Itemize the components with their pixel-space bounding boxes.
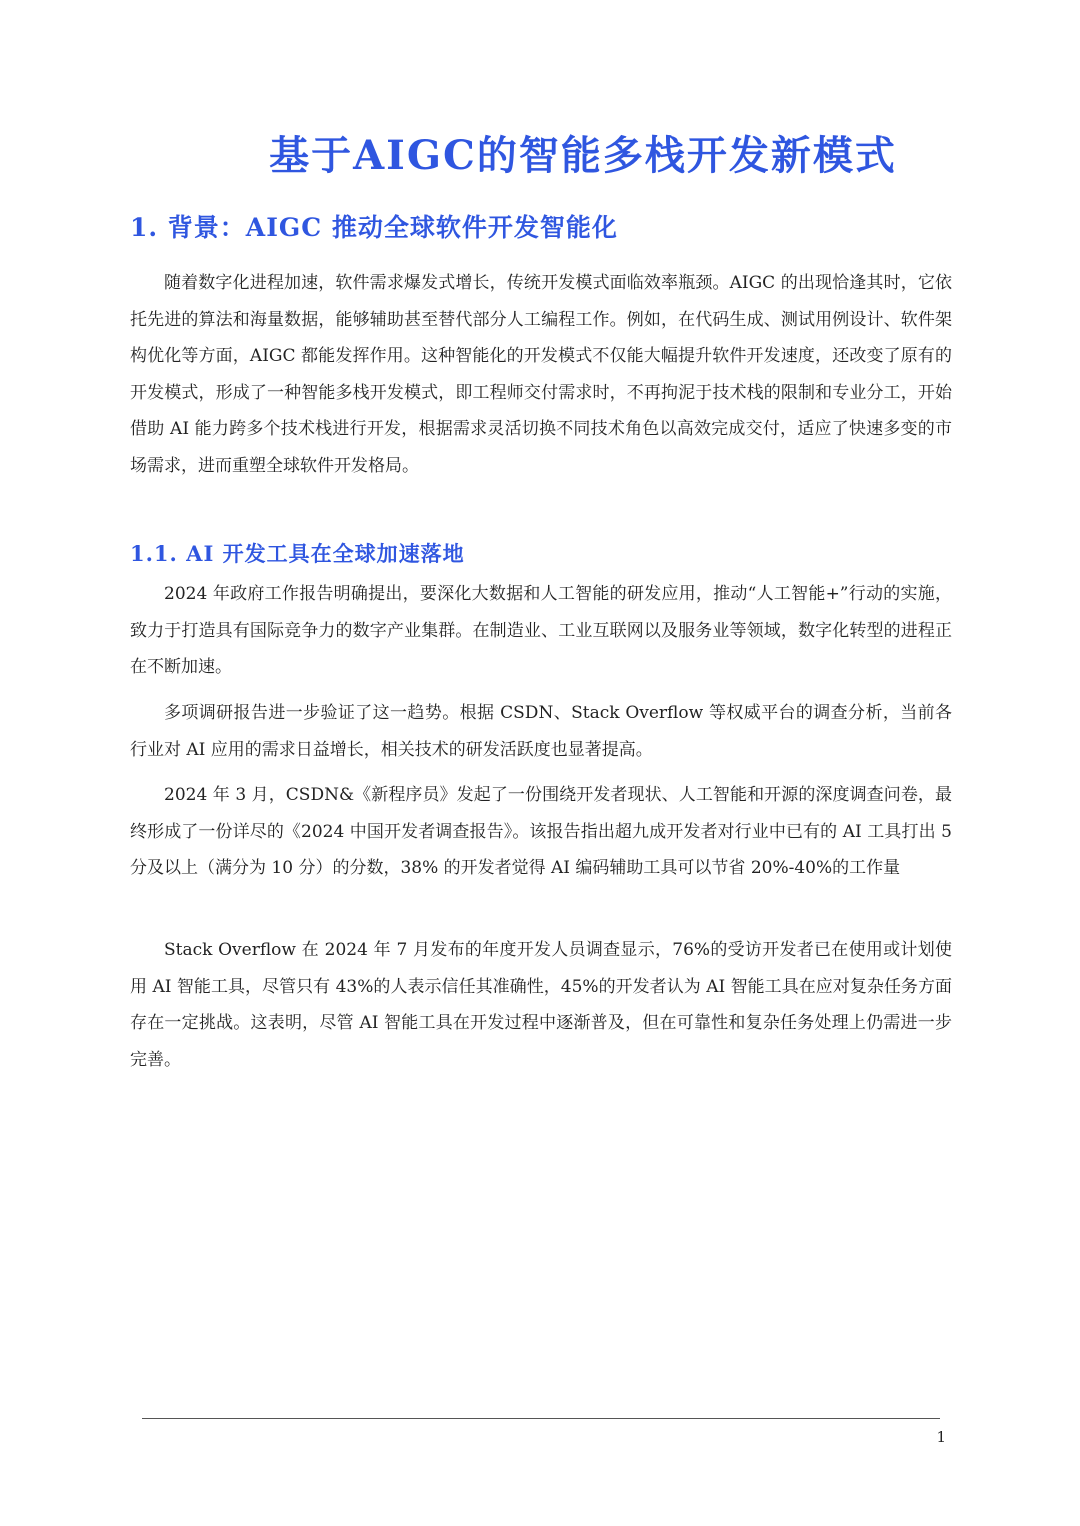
body-paragraph: Stack Overflow 在 2024 年 7 月发布的年度开发人员调查显示，76%的受访开发者已在使用或计划使用 AI 智能工具，尽管只有 43%的人表示信任其准确性，45%的开发者认为 AI 智能工具在应对复杂任务方面存在一定挑战。这表明，尽管 AI 智能工具在开发过程中逐渐普及，但在可靠性和复杂任务处理上仍需进一步完善。: [130, 940, 952, 1070]
body-paragraph: 2024 年政府工作报告明确提出，要深化大数据和人工智能的研发应用，推动“人工智能+”行动的实施，致力于打造具有国际竞争力的数字产业集群。在制造业、工业互联网以及服务业等领域，数字化转型的进程正在不断加速。: [130, 584, 952, 677]
body-paragraph: 多项调研报告进一步验证了这一趋势。根据 CSDN、Stack Overflow 等权威平台的调查分析，当前各行业对 AI 应用的需求日益增长，相关技术的研发活跃度也显著提高。: [130, 703, 952, 760]
section-heading-background: 1. 背景：AIGC 推动全球软件开发智能化: [130, 213, 618, 242]
body-paragraph: 2024 年 3 月，CSDN&《新程序员》发起了一份围绕开发者现状、人工智能和开源的深度调查问卷，最终形成了一份详尽的《2024 中国开发者调查报告》。该报告指出超九成开发者对行业中已有的 AI 工具打出 5 分及以上（满分为 10 分）的分数，38% 的开发者觉得 AI 编码辅助工具可以节省 20%-40%的工作量: [130, 785, 952, 878]
document-title: 基于AIGC的智能多栈开发新模式: [269, 132, 897, 179]
body-paragraph: 随着数字化进程加速，软件需求爆发式增长，传统开发模式面临效率瓶颈。AIGC 的出现恰逢其时，它依托先进的算法和海量数据，能够辅助甚至替代部分人工编程工作。例如，在代码生成、测试用例设计、软件架构优化等方面，AIGC 都能发挥作用。这种智能化的开发模式不仅能大幅提升软件开发速度，还改变了原有的开发模式，形成了一种智能多栈开发模式，即工程师交付需求时，不再拘泥于技术栈的限制和专业分工，开始借助 AI 能力跨多个技术栈进行开发，根据需求灵活切换不同技术角色以高效完成交付，适应了快速多变的市场需求，进而重塑全球软件开发格局。: [130, 273, 952, 476]
footer-divider: [142, 1418, 940, 1419]
page-number: 1: [936, 1428, 946, 1446]
subsection-heading-ai-tools: 1.1. AI 开发工具在全球加速落地: [130, 541, 465, 566]
